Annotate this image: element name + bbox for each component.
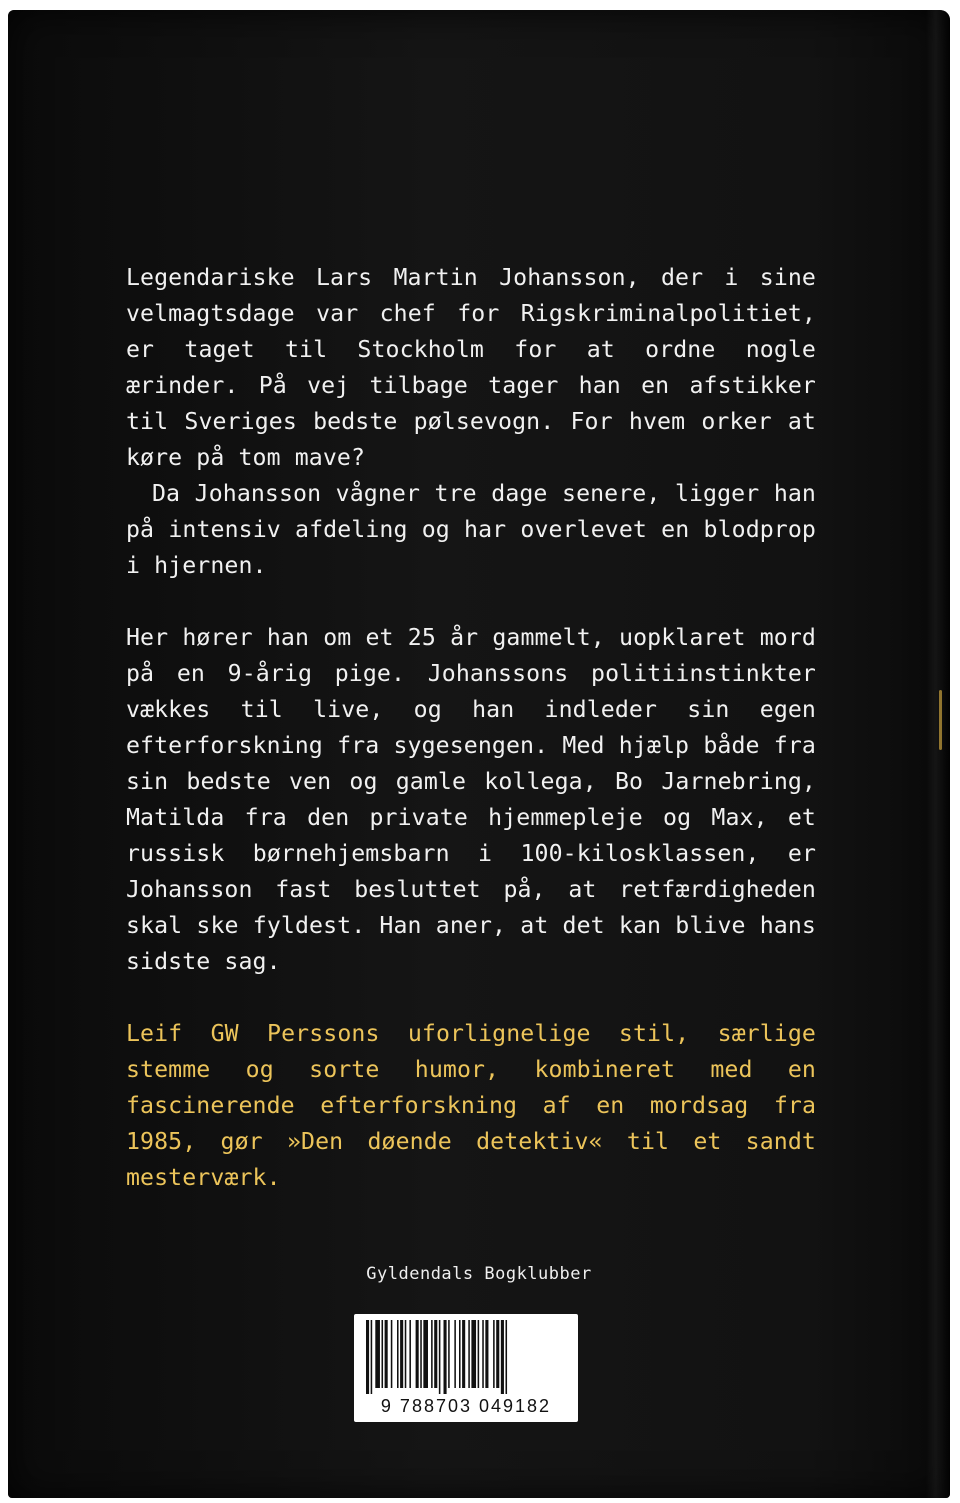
isbn-number: 9 788703 049182 [380,1396,552,1416]
barcode-bar [448,1320,450,1388]
barcode-bars [362,1320,570,1394]
barcode-bar [454,1320,456,1388]
barcode-bar [496,1320,499,1388]
barcode-bar [478,1320,480,1388]
barcode-bar [371,1320,373,1394]
barcode [354,1314,578,1422]
blurb-paragraph-review: Leif GW Perssons uforlignelige stil, særlige stemme og sorte humor, kombineret med en fascinerende efterforskning af en mordsag fra 1985, gør »Den døende detektiv« til et sandt mesterværk. [126,1020,816,1191]
publisher-name: Gyldendals Bogklubber [366,1264,592,1284]
barcode-bar [462,1320,465,1388]
barcode-bar [459,1320,461,1388]
blurb-paragraph-3: Her hører han om et 25 år gammelt, uopklaret mord på en 9-årig pige. Johanssons politiinstinkter vækkes til live, og han indleder sin egen efterforskning fra sygesengen. Med hjælp både fra sin bedste ven og gamle kollega, Bo Jarnebring, Matilda fra den private hjemmepleje og Max, et russisk børnehjemsbarn i 100-kilosklassen, er Johansson fast besluttet på, at retfærdigheden skal ske fyldest. Han aner, at det kan blive hans sidste sag. [126,624,816,975]
blurb-text [126,260,816,1196]
barcode-bar [431,1320,433,1388]
barcode-bar [434,1320,437,1388]
barcode-bar [501,1320,504,1394]
barcode-bar [485,1320,488,1388]
barcode-bar [375,1320,380,1388]
barcode-bar [409,1320,411,1388]
barcode-bar [397,1320,399,1388]
barcode-bar [366,1320,369,1394]
barcode-bar [493,1320,495,1388]
blurb-paragraph-1: Legendariske Lars Martin Johansson, der i sine velmagtsdage var chef for Rigskriminalpolitiet, er taget til Stockholm for at ordne nogle ærinder. På vej tilbage tager han en afstikker til Sveriges bedste pølsevogn. For hvem orker at køre på tom mave? [126,264,816,471]
barcode-bar [400,1320,403,1388]
blurb-paragraph-2: Da Johansson vågner tre dage senere, ligger han på intensiv afdeling og har overlevet en blodprop i hjernen. [126,480,816,579]
barcode-bar [420,1320,422,1388]
barcode-bar [423,1320,428,1388]
book-back-cover [8,10,950,1498]
barcode-bar [416,1320,419,1388]
barcode-bar [382,1320,384,1388]
barcode-bar [405,1320,407,1388]
barcode-bar [506,1320,508,1394]
barcode-bar [471,1320,476,1388]
barcode-bar [444,1320,447,1394]
barcode-bar [439,1320,441,1394]
barcode-bar [391,1320,393,1388]
barcode-bar [385,1320,388,1388]
barcode-bar [468,1320,470,1388]
page-edge-highlight [939,690,942,750]
barcode-bar [482,1320,484,1388]
